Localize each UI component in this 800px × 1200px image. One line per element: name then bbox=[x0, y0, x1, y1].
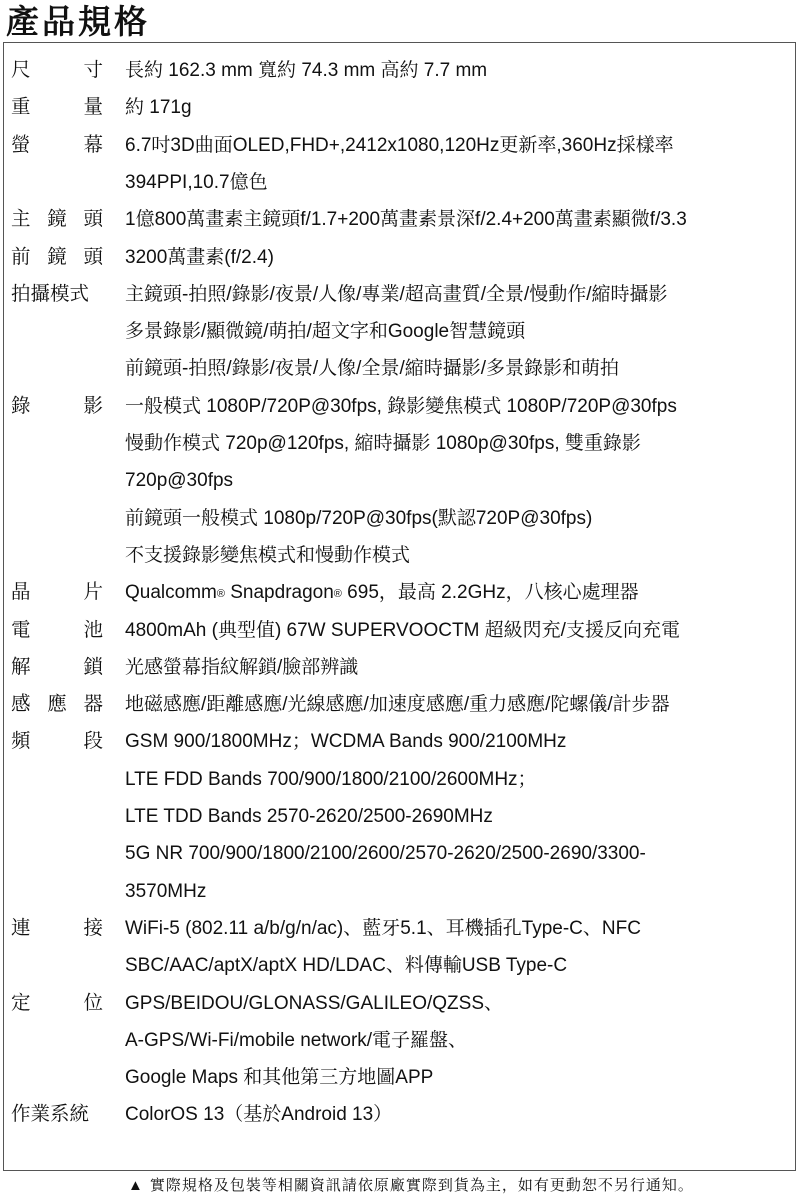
spec-value-line: LTE TDD Bands 2570-2620/2500-2690MHz bbox=[125, 805, 493, 827]
spec-value-line: 地磁感應/距離感應/光線感應/加速度感應/重力感應/陀螺儀/計步器 bbox=[125, 694, 670, 716]
spec-label-char: 器 bbox=[83, 693, 103, 716]
spec-label-char: 池 bbox=[83, 618, 103, 641]
spec-label-char: 定 bbox=[11, 991, 31, 1014]
spec-label-char: 尺 bbox=[11, 59, 31, 81]
spec-value-line: WiFi-5 (802.11 a/b/g/n/ac)、藍牙5.1、耳機插孔Type-C、NFC bbox=[125, 917, 641, 939]
spec-value-line: 5G NR 700/900/1800/2100/2600/2570-2620/2500-2690/3300- bbox=[125, 843, 646, 865]
spec-label-char: 主 bbox=[11, 208, 31, 231]
spec-label-char: 連 bbox=[11, 916, 31, 939]
spec-value-line: 720p@30fps bbox=[125, 470, 234, 492]
spec-value-line: 3570MHz bbox=[125, 880, 207, 902]
spec-label bbox=[11, 388, 103, 425]
spec-value-line: LTE FDD Bands 700/900/1800/2100/2600MHz； bbox=[125, 768, 537, 790]
spec-label-char: 感 bbox=[11, 693, 31, 716]
spec-label-char: 應 bbox=[47, 693, 67, 716]
spec-label bbox=[11, 89, 103, 126]
spec-label bbox=[11, 686, 103, 723]
spec-value-line: 一般模式 1080P/720P@30fps, 錄影變焦模式 1080P/720P@30fps bbox=[125, 395, 677, 417]
spec-label bbox=[11, 985, 103, 1022]
disclaimer-note bbox=[128, 1176, 694, 1196]
spec-value-line: 慢動作模式 720p@120fps, 縮時攝影 1080p@30fps, 雙重錄影 bbox=[125, 432, 641, 454]
spec-label bbox=[11, 612, 103, 649]
spec-value-line: GSM 900/1800MHz；WCDMA Bands 900/2100MHz bbox=[125, 731, 567, 753]
spec-label-char: 解 bbox=[11, 655, 31, 678]
spec-value-line: 不支援錄影變焦模式和慢動作模式 bbox=[125, 544, 411, 566]
registered-mark: ® bbox=[216, 588, 225, 601]
spec-value-part: Qualcomm bbox=[125, 582, 217, 604]
spec-label-char: 頭 bbox=[83, 245, 103, 268]
spec-label bbox=[11, 276, 103, 313]
spec-label bbox=[11, 1096, 103, 1133]
spec-value-line: 約 171g bbox=[125, 97, 192, 119]
spec-label-char: 拍攝模式 bbox=[11, 282, 90, 305]
spec-label bbox=[11, 239, 103, 276]
spec-label bbox=[11, 910, 103, 947]
spec-label bbox=[11, 201, 103, 238]
spec-value-part: Snapdragon bbox=[224, 582, 334, 604]
spec-value-line: 長約 162.3 mm 寬約 74.3 mm 高約 7.7 mm bbox=[125, 60, 488, 81]
spec-label-char: 片 bbox=[83, 581, 103, 604]
spec-value-line: GPS/BEIDOU/GLONASS/GALILEO/QZSS、 bbox=[125, 992, 503, 1014]
spec-label-char: 寸 bbox=[83, 59, 103, 81]
spec-value-line: ColorOS 13（基於Android 13） bbox=[125, 1104, 393, 1126]
spec-value-line: Google Maps 和其他第三方地圖APP bbox=[125, 1067, 434, 1089]
spec-value-line: 1億800萬畫素主鏡頭f/1.7+200萬畫素景深f/2.4+200萬畫素顯微f/3.3 bbox=[125, 209, 687, 231]
spec-label-char: 螢 bbox=[11, 133, 31, 156]
spec-value-line: 主鏡頭-拍照/錄影/夜景/人像/專業/超高畫質/全景/慢動作/縮時攝影 bbox=[125, 283, 668, 305]
spec-value-line: 394PPI,10.7億色 bbox=[125, 171, 268, 193]
disclaimer-text: 實際規格及包裝等相關資訊請依原廠實際到貨為主，如有更動恕不另行通知。 bbox=[149, 1177, 694, 1194]
spec-label-char: 頭 bbox=[83, 208, 103, 231]
spec-value-line: SBC/AAC/aptX/aptX HD/LDAC、料傳輸USB Type-C bbox=[125, 955, 568, 977]
warning-triangle-icon: ▲ bbox=[128, 1177, 144, 1194]
spec-table bbox=[3, 42, 796, 1171]
spec-label bbox=[11, 574, 103, 611]
spec-label-char: 鏡 bbox=[47, 208, 67, 231]
spec-value-line: 多景錄影/顯微鏡/萌拍/超文字和Google智慧鏡頭 bbox=[125, 321, 526, 343]
spec-label-char: 晶 bbox=[11, 581, 31, 604]
spec-label-char: 鏡 bbox=[47, 245, 67, 268]
spec-label-char: 頻 bbox=[11, 730, 31, 753]
spec-label-char: 影 bbox=[83, 394, 103, 417]
registered-mark: ® bbox=[333, 588, 342, 601]
spec-label-char: 作業系統 bbox=[11, 1103, 90, 1126]
spec-value-line: A-GPS/Wi-Fi/mobile network/電子羅盤、 bbox=[125, 1029, 468, 1051]
spec-label-char: 錄 bbox=[11, 394, 31, 417]
spec-value-line: 光感螢幕指紋解鎖/臉部辨識 bbox=[125, 656, 359, 678]
spec-value-line: 前鏡頭一般模式 1080p/720P@30fps(默認720P@30fps) bbox=[125, 507, 593, 529]
spec-label-char: 量 bbox=[83, 96, 103, 119]
page-title: 產品規格 bbox=[6, 3, 150, 40]
spec-label-char: 段 bbox=[83, 730, 103, 753]
spec-label bbox=[11, 52, 103, 89]
spec-label-char: 位 bbox=[83, 991, 103, 1014]
spec-label-char: 電 bbox=[11, 618, 31, 641]
spec-label bbox=[11, 723, 103, 760]
spec-value-line: 3200萬畫素(f/2.4) bbox=[125, 246, 274, 268]
spec-value-line: 6.7吋3D曲面OLED,FHD+,2412x1080,120Hz更新率,360Hz採樣率 bbox=[125, 134, 674, 156]
spec-value-line: 4800mAh (典型值) 67W SUPERVOOCTM 超級閃充/支援反向充電 bbox=[125, 619, 680, 641]
spec-label-char: 接 bbox=[83, 916, 103, 939]
spec-value-part: 695，最高 2.2GHz，八核心處理器 bbox=[341, 582, 639, 604]
spec-label bbox=[11, 127, 103, 164]
spec-value-line: 前鏡頭-拍照/錄影/夜景/人像/全景/縮時攝影/多景錄影和萌拍 bbox=[125, 358, 620, 380]
spec-value bbox=[125, 574, 639, 613]
spec-label-char: 前 bbox=[11, 245, 31, 268]
spec-label bbox=[11, 649, 103, 686]
spec-label-char: 幕 bbox=[83, 133, 103, 156]
spec-label-char: 重 bbox=[11, 96, 31, 119]
spec-label-char: 鎖 bbox=[83, 655, 103, 678]
